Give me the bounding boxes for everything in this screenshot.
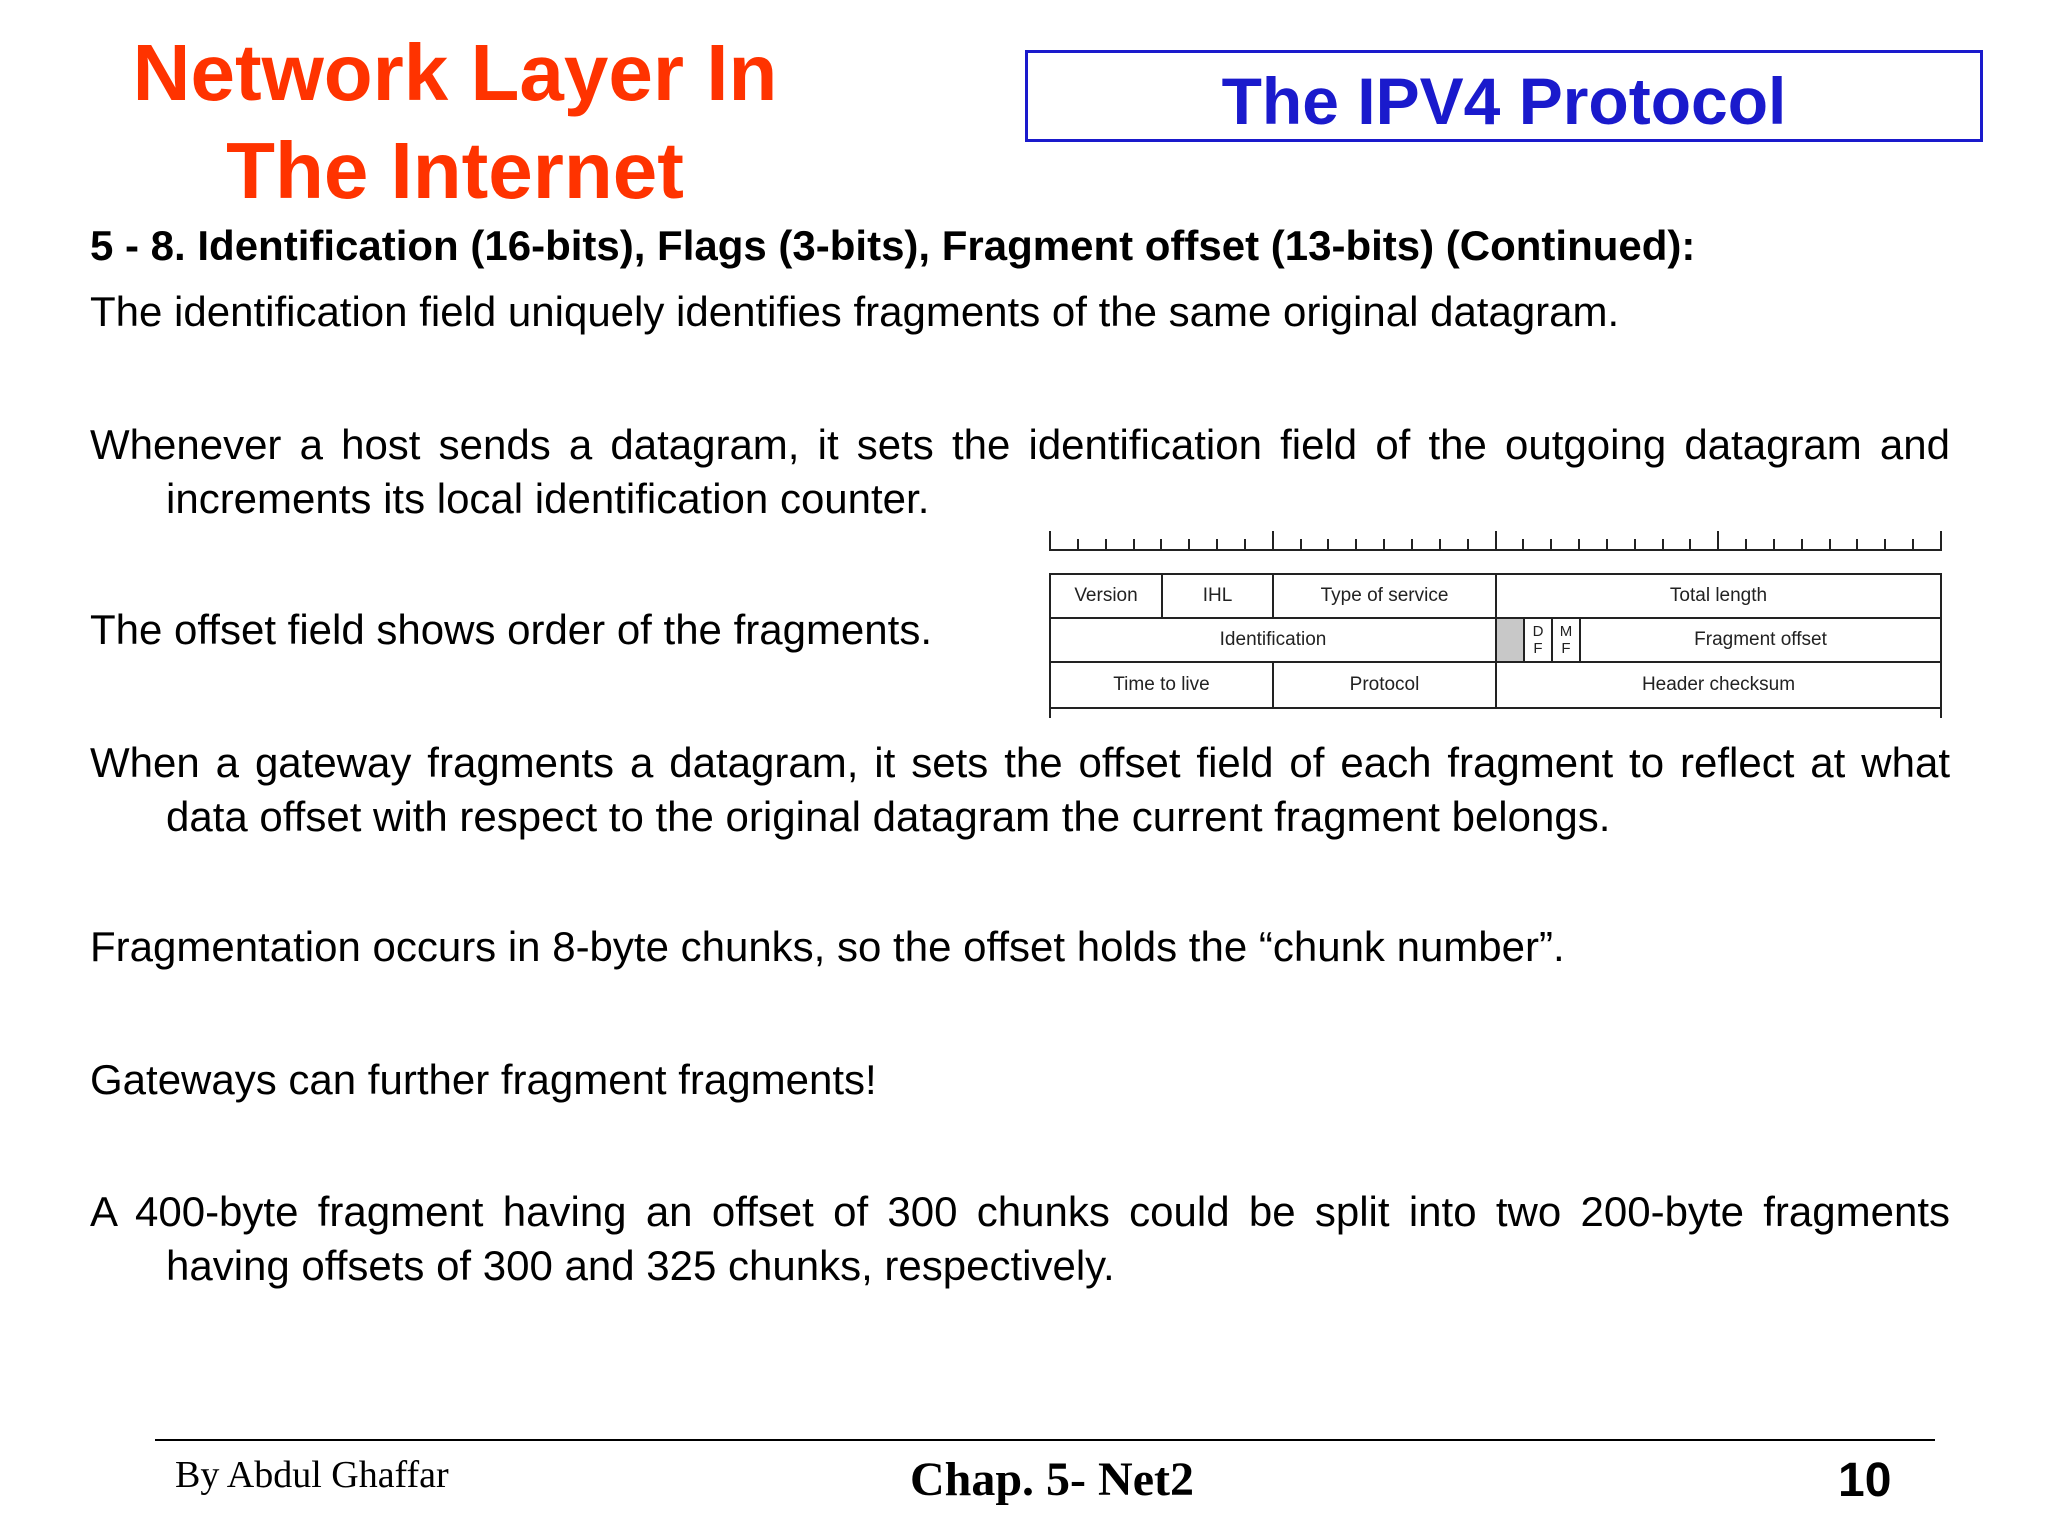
field-header-checksum: Header checksum [1641,674,1796,695]
paragraph-offset-order: The offset field shows order of the fragments. [90,606,932,653]
bit-tick [1160,539,1162,551]
field-time-to-live: Time to live [1051,663,1274,707]
df-label: D F [1532,623,1544,657]
slide-title-line1: Network Layer In [132,28,778,117]
paragraph-identification: The identification field uniquely identifies fragments of the same original datagram. [90,288,1620,335]
bit-tick [1105,539,1107,551]
header-table [1049,573,1942,709]
field-ihl: IHL [1163,575,1274,617]
paragraph-gateway-fragments: When a gateway fragments a datagram, it sets the offset field of each fragment to reflect at what data offset with respect to the original datagram the current fragment belongs. [90,739,1950,840]
mf-label: M F [1559,623,1573,657]
section-title-box: The IPV4 Protocol [1025,50,1983,142]
bit-tick [1801,539,1803,551]
bit-tick [1383,539,1385,551]
field-protocol: Protocol [1274,663,1497,707]
bit-tick [1272,531,1274,551]
bit-tick [1745,539,1747,551]
bit-tick [1077,539,1079,551]
slide-title [80,24,830,220]
field-type-of-service: Type of service [1274,575,1497,617]
header-row-3 [1051,663,1940,707]
bit-tick [1467,539,1469,551]
ipv4-header-diagram [1049,529,1942,718]
header-row-2 [1051,619,1940,663]
footer-divider [155,1439,1935,1441]
field-mf-flag [1553,619,1581,661]
bit-tick [1689,539,1691,551]
bit-tick [1717,531,1719,551]
footer-author: By Abdul Ghaffar [175,1454,449,1496]
bit-ruler [1049,529,1942,551]
bit-tick [1327,539,1329,551]
paragraph-chunks: Fragmentation occurs in 8-byte chunks, so the offset holds the “chunk number”. [90,923,1565,970]
bit-tick [1244,539,1246,551]
bit-tick [1133,539,1135,551]
paragraph-host-sends: Whenever a host sends a datagram, it sets the identification field of the outgoing datagram and increments its local identification counter. [90,421,1950,522]
bit-tick [1856,539,1858,551]
page-number: 10 [1838,1454,1892,1507]
bit-tick [1606,539,1608,551]
bit-tick [1495,531,1497,551]
bit-tick [1550,539,1552,551]
bit-tick [1355,539,1357,551]
bit-tick [1439,539,1441,551]
bit-tick [1662,539,1664,551]
bit-tick [1411,539,1413,551]
bit-tick [1634,539,1636,551]
bit-tick [1578,539,1580,551]
field-reserved-bit [1497,619,1525,661]
bit-tick [1300,539,1302,551]
paragraph-example: A 400-byte fragment having an offset of 300 chunks could be split into two 200-byte fragments having offsets of 300 and 325 chunks, respectively. [90,1188,1950,1289]
section-heading: 5 - 8. Identification (16-bits), Flags (3-bits), Fragment offset (13-bits) (Continued): [90,222,1696,269]
paragraph-further-fragment: Gateways can further fragment fragments! [90,1056,877,1103]
bit-tick [1912,539,1914,551]
bit-tick [1940,531,1942,551]
bit-tick [1829,539,1831,551]
field-total-length: Total length [1669,585,1768,606]
header-row-1 [1051,575,1940,619]
field-identification: Identification [1051,619,1497,661]
bit-tick [1049,531,1051,551]
slide-title-line2: The Internet [226,126,684,215]
bit-tick [1188,539,1190,551]
field-fragment-offset: Fragment offset [1694,629,1827,650]
bit-tick [1773,539,1775,551]
bit-tick [1884,539,1886,551]
footer-chapter: Chap. 5- Net2 [910,1453,1194,1506]
field-version: Version [1051,575,1163,617]
bit-tick [1216,539,1218,551]
bit-tick [1522,539,1524,551]
header-continuation [1049,707,1942,718]
field-df-flag [1525,619,1553,661]
